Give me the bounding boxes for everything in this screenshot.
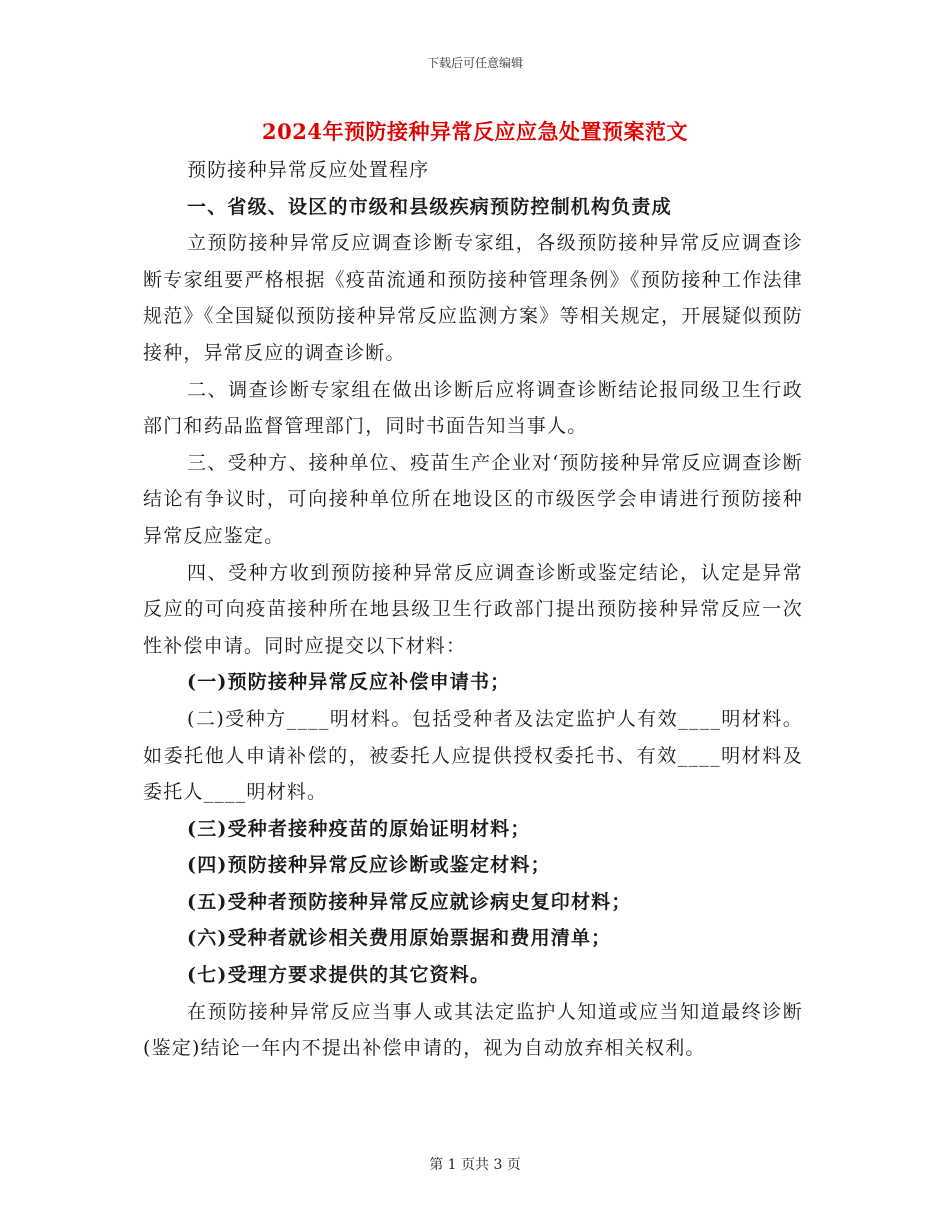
paragraph-section-1-heading: 一、省级、设区的市级和县级疾病预防控制机构负责成 <box>187 195 672 218</box>
list-item-5: (五)受种者预防接种异常反应就诊病史复印材料； <box>187 890 632 913</box>
list-item-4: (四)预防接种异常反应诊断或鉴定材料； <box>187 854 551 877</box>
paragraph-section-2: 二、调查诊断专家组在做出诊断后应将调查诊断结论报同级卫生行政部门和药品监督管理部门，同时书面告知当事人。 <box>143 378 803 438</box>
list-item-3: (三)受种者接种疫苗的原始证明材料； <box>187 817 531 840</box>
page-number: 第 1 页共 3 页 <box>429 1157 521 1173</box>
list-item-1: (一)预防接种异常反应补偿申请书； <box>187 671 511 694</box>
list-item-6: (六)受种者就诊相关费用原始票据和费用清单； <box>187 927 612 950</box>
list-item-7: (七)受理方要求提供的其它资料。 <box>187 964 491 987</box>
paragraph-section-1-body: 立预防接种异常反应调查诊断专家组，各级预防接种异常反应调查诊断专家组要严格根据《疫苗流通和预防接种管理条例》《预防接种工作法律规范》《全国疑似预防接种异常反应监测方案》等相关规定，开展疑似预防接种，异常反应的调查诊断。 <box>143 232 803 364</box>
header-note: 下载后可任意编辑 <box>426 56 523 70</box>
paragraph-intro: 预防接种异常反应处置程序 <box>187 159 430 181</box>
paragraph-section-3: 三、受种方、接种单位、疫苗生产企业对‘预防接种异常反应调查诊断结论有争议时，可向接种单位所在地设区的市级医学会申请进行预防接种异常反应鉴定。 <box>143 451 803 547</box>
paragraph-closing: 在预防接种异常反应当事人或其法定监护人知道或应当知道最终诊断(鉴定)结论一年内不提出补偿申请的，视为自动放弃相关权利。 <box>143 1000 803 1060</box>
document-body <box>143 152 803 1067</box>
document-title: 2024年预防接种异常反应应急处置预案范文 <box>262 119 688 144</box>
paragraph-section-4: 四、受种方收到预防接种异常反应调查诊断或鉴定结论，认定是异常反应的可向疫苗接种所在地县级卫生行政部门提出预防接种异常反应一次性补偿申请。同时应提交以下材料： <box>143 561 803 657</box>
list-item-2: (二)受种方____明材料。包括受种者及法定监护人有效____明材料。如委托他人申请补偿的，被委托人应提供授权委托书、有效____明材料及委托人____明材料。 <box>143 707 803 804</box>
